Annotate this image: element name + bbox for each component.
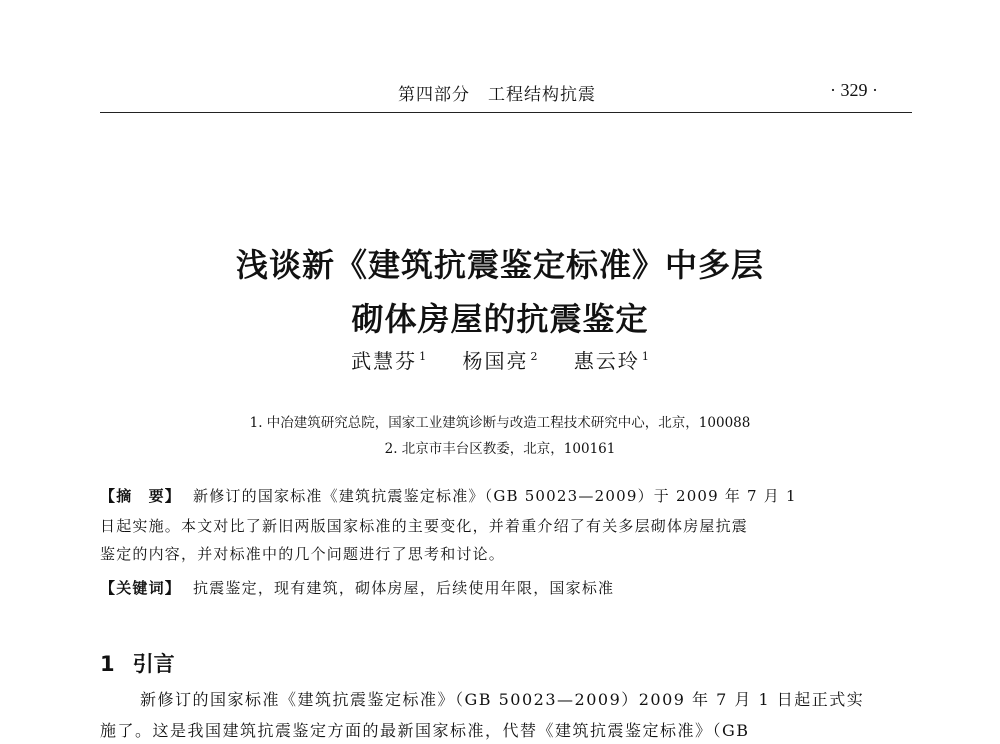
- author-list: [0, 345, 1000, 374]
- header-rule: [100, 112, 912, 113]
- abstract-line-1: [100, 485, 797, 506]
- keywords-line: [100, 577, 614, 598]
- abstract-text: 新修订的国家标准《建筑抗震鉴定标准》（GB 50023—2009）于 2009 年 7 月 1: [193, 487, 797, 505]
- author-affiliation-mark: 1: [641, 350, 649, 364]
- section-heading: [100, 648, 175, 678]
- paper-title-line-2: 砌体房屋的抗震鉴定: [351, 300, 649, 338]
- author-affiliation-mark: 1: [419, 350, 427, 364]
- author-affiliation-mark: 2: [530, 350, 538, 364]
- abstract-line-2: 日起实施。本文对比了新旧两版国家标准的主要变化，并着重介绍了有关多层砌体房屋抗震: [100, 517, 749, 535]
- abstract-label: 【摘 要】: [100, 487, 182, 505]
- author: [351, 349, 426, 373]
- author: [574, 349, 649, 373]
- affiliation-2: 2. 北京市丰台区教委，北京，100161: [384, 441, 616, 457]
- body-paragraph-line-2: 施了。这是我国建筑抗震鉴定方面的最新国家标准，代替《建筑抗震鉴定标准》（GB: [100, 721, 750, 740]
- author-name: 武慧芬: [351, 349, 418, 373]
- section-number: 1: [100, 652, 115, 676]
- abstract-line-3: 鉴定的内容，并对标准中的几个问题进行了思考和讨论。: [100, 545, 506, 563]
- paper-title-line-1: 浅谈新《建筑抗震鉴定标准》中多层: [235, 246, 764, 284]
- running-header-title: 第四部分 工程结构抗震: [398, 85, 596, 105]
- section-title: 引言: [132, 652, 175, 676]
- page-number: · 329 ·: [830, 80, 878, 100]
- affiliation-1: 1. 中冶建筑研究总院，国家工业建筑诊断与改造工程技术研究中心，北京，100088: [249, 415, 751, 431]
- author-name: 惠云玲: [573, 349, 640, 373]
- author-name: 杨国亮: [462, 349, 529, 373]
- keywords-label: 【关键词】: [100, 579, 182, 597]
- author: [463, 349, 538, 373]
- keywords-text: 抗震鉴定，现有建筑，砌体房屋，后续使用年限，国家标准: [193, 579, 615, 597]
- body-paragraph-line-1: 新修订的国家标准《建筑抗震鉴定标准》（GB 50023—2009）2009 年 7 月 1 日起正式实: [140, 690, 865, 709]
